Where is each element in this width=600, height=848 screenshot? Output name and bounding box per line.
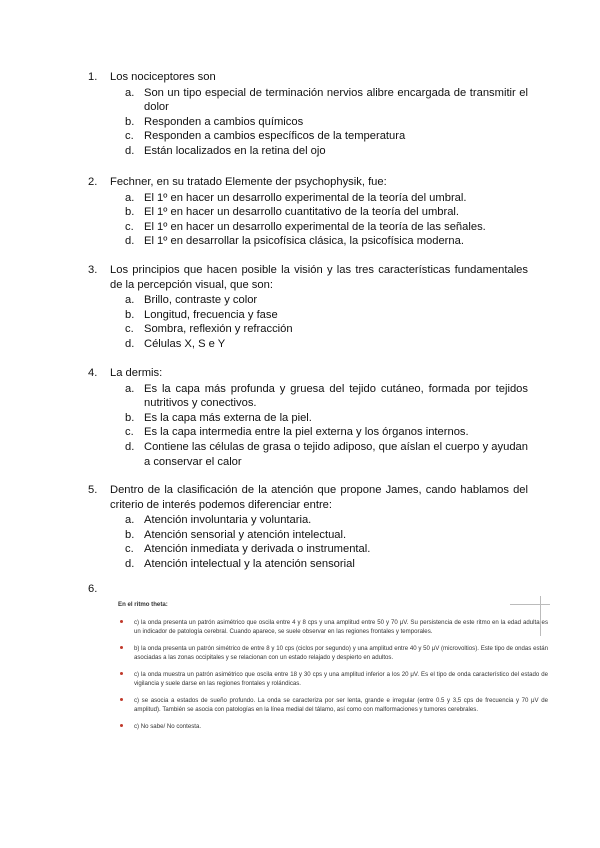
option-letter: b. <box>125 308 135 321</box>
option-letter: b. <box>125 206 135 219</box>
option-b <box>88 411 528 426</box>
q6-option-text: b) la onda presenta un patrón simétrico de entre 8 y 10 cps (ciclos por segundo) y una amplitud entre 40 y 50 μV (microvoltios). Este tipo de ondas están asociadas a las zonas occipitales y se relacionan con un estado relajado y despierto en adultos. <box>134 645 548 661</box>
option-text: Es la capa más profunda y gruesa del tejido cutáneo, formada por tejidos nutritivos y conectivos. <box>144 382 528 410</box>
option-letter: a. <box>125 382 135 395</box>
option-letter: a. <box>125 86 135 99</box>
option-text: Atención inmediata y derivada o instrumental. <box>144 543 371 556</box>
option-text: Responden a cambios químicos <box>144 115 304 128</box>
option-letter: c. <box>125 220 134 233</box>
question-5 <box>88 483 528 572</box>
q6-option-text: c) la onda muestra un patrón asimétrico que oscila entre 18 y 30 cps y una amplitud inferior a los 20 μV. Es el tipo de onda característico del estado de vigilancia y suele darse en las regiones frontales y rolándicas. <box>134 671 548 687</box>
option-letter: d. <box>125 557 135 570</box>
option-letter: d. <box>125 440 135 453</box>
option-letter: a. <box>125 514 135 527</box>
option-d <box>88 234 528 249</box>
question-number: 6. <box>88 583 98 595</box>
question-number: 2. <box>88 176 98 188</box>
option-text: Son un tipo especial de terminación nervios alibre encargada de transmitir el dolor <box>144 86 528 114</box>
q6-option-text: c) No sabe/ No contesta. <box>134 723 202 730</box>
question-text: Fechner, en su tratado Elemente der psychophysik, fue: <box>110 176 387 188</box>
question-number: 4. <box>88 367 98 379</box>
option-d <box>88 440 528 469</box>
q6-option <box>112 644 548 662</box>
question-text: Dentro de la clasificación de la atención que propone James, cando hablamos del criterio de interés podemos diferenciar entre: <box>110 484 528 511</box>
option-b <box>88 115 528 130</box>
options-list <box>88 382 528 470</box>
option-text: El 1º en hacer un desarrollo experimental de la teoría del umbral. <box>144 191 467 204</box>
option-text: Atención involuntaria y voluntaria. <box>144 514 312 527</box>
option-b <box>88 205 528 220</box>
question-text: Los nociceptores son <box>110 71 216 83</box>
question-number: 1. <box>88 71 98 83</box>
option-a <box>88 86 528 115</box>
option-letter: b. <box>125 411 135 424</box>
option-letter: d. <box>125 144 135 157</box>
option-a <box>88 191 528 206</box>
q6-option <box>112 722 548 731</box>
option-letter: c. <box>125 323 134 336</box>
option-d <box>88 144 528 159</box>
question-1 <box>88 70 528 159</box>
bullet-icon <box>120 698 123 701</box>
option-text: Están localizados en la retina del ojo <box>144 144 326 157</box>
option-text: Atención sensorial y atención intelectual. <box>144 528 347 541</box>
option-a <box>88 513 528 528</box>
q6-option <box>112 696 548 714</box>
option-text: El 1º en hacer un desarrollo experimental de la teoría de las señales. <box>144 220 486 233</box>
bullet-icon <box>120 672 123 675</box>
options-list <box>88 293 528 351</box>
option-letter: c. <box>125 543 134 556</box>
embedded-question-image <box>112 600 548 810</box>
option-text: Brillo, contraste y color <box>144 294 258 307</box>
question-number: 5. <box>88 484 98 496</box>
option-d <box>88 337 528 352</box>
option-a <box>88 293 528 308</box>
option-letter: a. <box>125 294 135 307</box>
bullet-icon <box>120 646 123 649</box>
option-c <box>88 425 528 440</box>
option-letter: a. <box>125 191 135 204</box>
q6-option-text: c) la onda presenta un patrón asimétrico que oscila entre 4 y 8 cps y una amplitud entre 50 y 70 μV. Su persistencia de este ritmo en la edad adulta es un indicador de patología cerebral. Cuando aparece, se suele observar en las regiones frontales y temporales. <box>134 619 548 635</box>
question-number: 3. <box>88 264 98 276</box>
option-text: Es la capa más externa de la piel. <box>144 411 312 424</box>
option-text: Sombra, reflexión y refracción <box>144 323 293 336</box>
option-text: El 1º en desarrollar la psicofísica clásica, la psicofísica moderna. <box>144 235 464 248</box>
option-a <box>88 382 528 411</box>
options-list <box>88 191 528 249</box>
option-text: Células X, S e Y <box>144 337 226 350</box>
question-4 <box>88 366 528 469</box>
options-list <box>88 86 528 159</box>
option-d <box>88 557 528 572</box>
option-text: Responden a cambios específicos de la temperatura <box>144 130 406 143</box>
q6-option <box>112 618 548 636</box>
option-letter: c. <box>125 426 134 439</box>
option-text: Atención intelectual y la atención sensorial <box>144 557 355 570</box>
q6-heading: En el ritmo theta: <box>118 601 168 608</box>
option-c <box>88 129 528 144</box>
option-letter: d. <box>125 337 135 350</box>
option-letter: c. <box>125 130 134 143</box>
option-text: Contiene las células de grasa o tejido adiposo, que aíslan el cuerpo y ayudan a conservar el calor <box>144 440 528 468</box>
q6-option-text: c) se asocia a estados de sueño profundo. La onda se caracteriza por ser lenta, grande e irregular (entre 0.5 y 3,5 cps de frecuencia y 70 μV de amplitud). También se asocia con patologías en la línea medial del tálamo, así como con malformaciones y tumores cerebrales. <box>134 697 548 713</box>
option-text: Es la capa intermedia entre la piel externa y los órganos internos. <box>144 426 469 439</box>
options-list <box>88 513 528 571</box>
option-c <box>88 220 528 235</box>
question-3 <box>88 263 528 352</box>
option-c <box>88 542 528 557</box>
option-letter: b. <box>125 528 135 541</box>
option-b <box>88 308 528 323</box>
option-text: Longitud, frecuencia y fase <box>144 308 278 321</box>
question-text: Los principios que hacen posible la visión y las tres características fundamentales de la percepción visual, que son: <box>110 264 528 291</box>
option-c <box>88 322 528 337</box>
question-text: La dermis: <box>110 367 163 379</box>
q6-option <box>112 670 548 688</box>
option-letter: b. <box>125 115 135 128</box>
option-text: El 1º en hacer un desarrollo cuantitativo de la teoría del umbral. <box>144 206 460 219</box>
option-letter: d. <box>125 235 135 248</box>
bullet-icon <box>120 620 123 623</box>
question-2 <box>88 175 528 249</box>
bullet-icon <box>120 724 123 727</box>
option-b <box>88 528 528 543</box>
